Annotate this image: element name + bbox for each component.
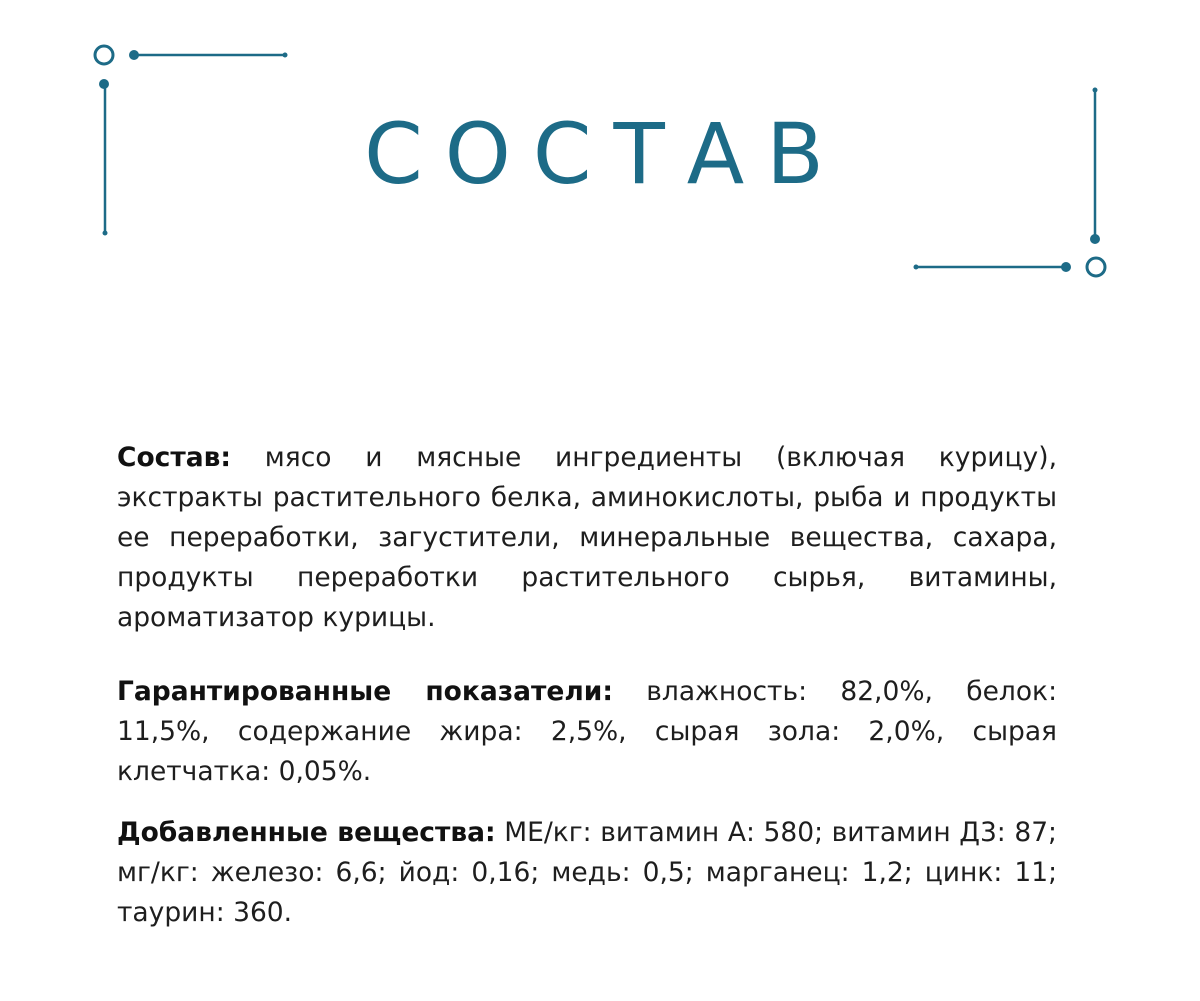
page-title: СОСТАВ	[364, 105, 846, 203]
hollow-circle-icon	[95, 46, 113, 64]
dot-icon	[1090, 234, 1100, 244]
composition-label: Состав:	[117, 442, 231, 473]
composition-text: мясо и мясные ингредиенты (включая курицу), экстракты растительного белка, аминокислоты, рыба и продукты ее переработки, загустители, минеральные вещества, сахара, продукты переработки растительного сырья, витамины, ароматизатор курицы.	[117, 442, 1057, 633]
dot-icon	[103, 231, 108, 236]
dot-icon	[1061, 262, 1071, 272]
guaranteed-values-text: влажность: 82,0%, белок: 11,5%, содержание жира: 2,5%, сырая зола: 2,0%, сырая клетчатка: 0,05%.	[117, 676, 1057, 787]
guaranteed-values-label: Гарантированные показатели:	[117, 676, 613, 707]
guaranteed-values-paragraph	[117, 672, 1057, 792]
composition-paragraph	[117, 438, 1057, 638]
additives-text: МЕ/кг: витамин А: 580; витамин Д3: 87; мг/кг: железо: 6,6; йод: 0,16; медь: 0,5; марганец: 1,2; цинк: 11; таурин: 360.	[117, 817, 1057, 928]
additives-paragraph	[117, 813, 1057, 933]
dot-icon	[283, 53, 288, 58]
hollow-circle-icon	[1087, 258, 1105, 276]
additives-label: Добавленные вещества:	[117, 817, 496, 848]
